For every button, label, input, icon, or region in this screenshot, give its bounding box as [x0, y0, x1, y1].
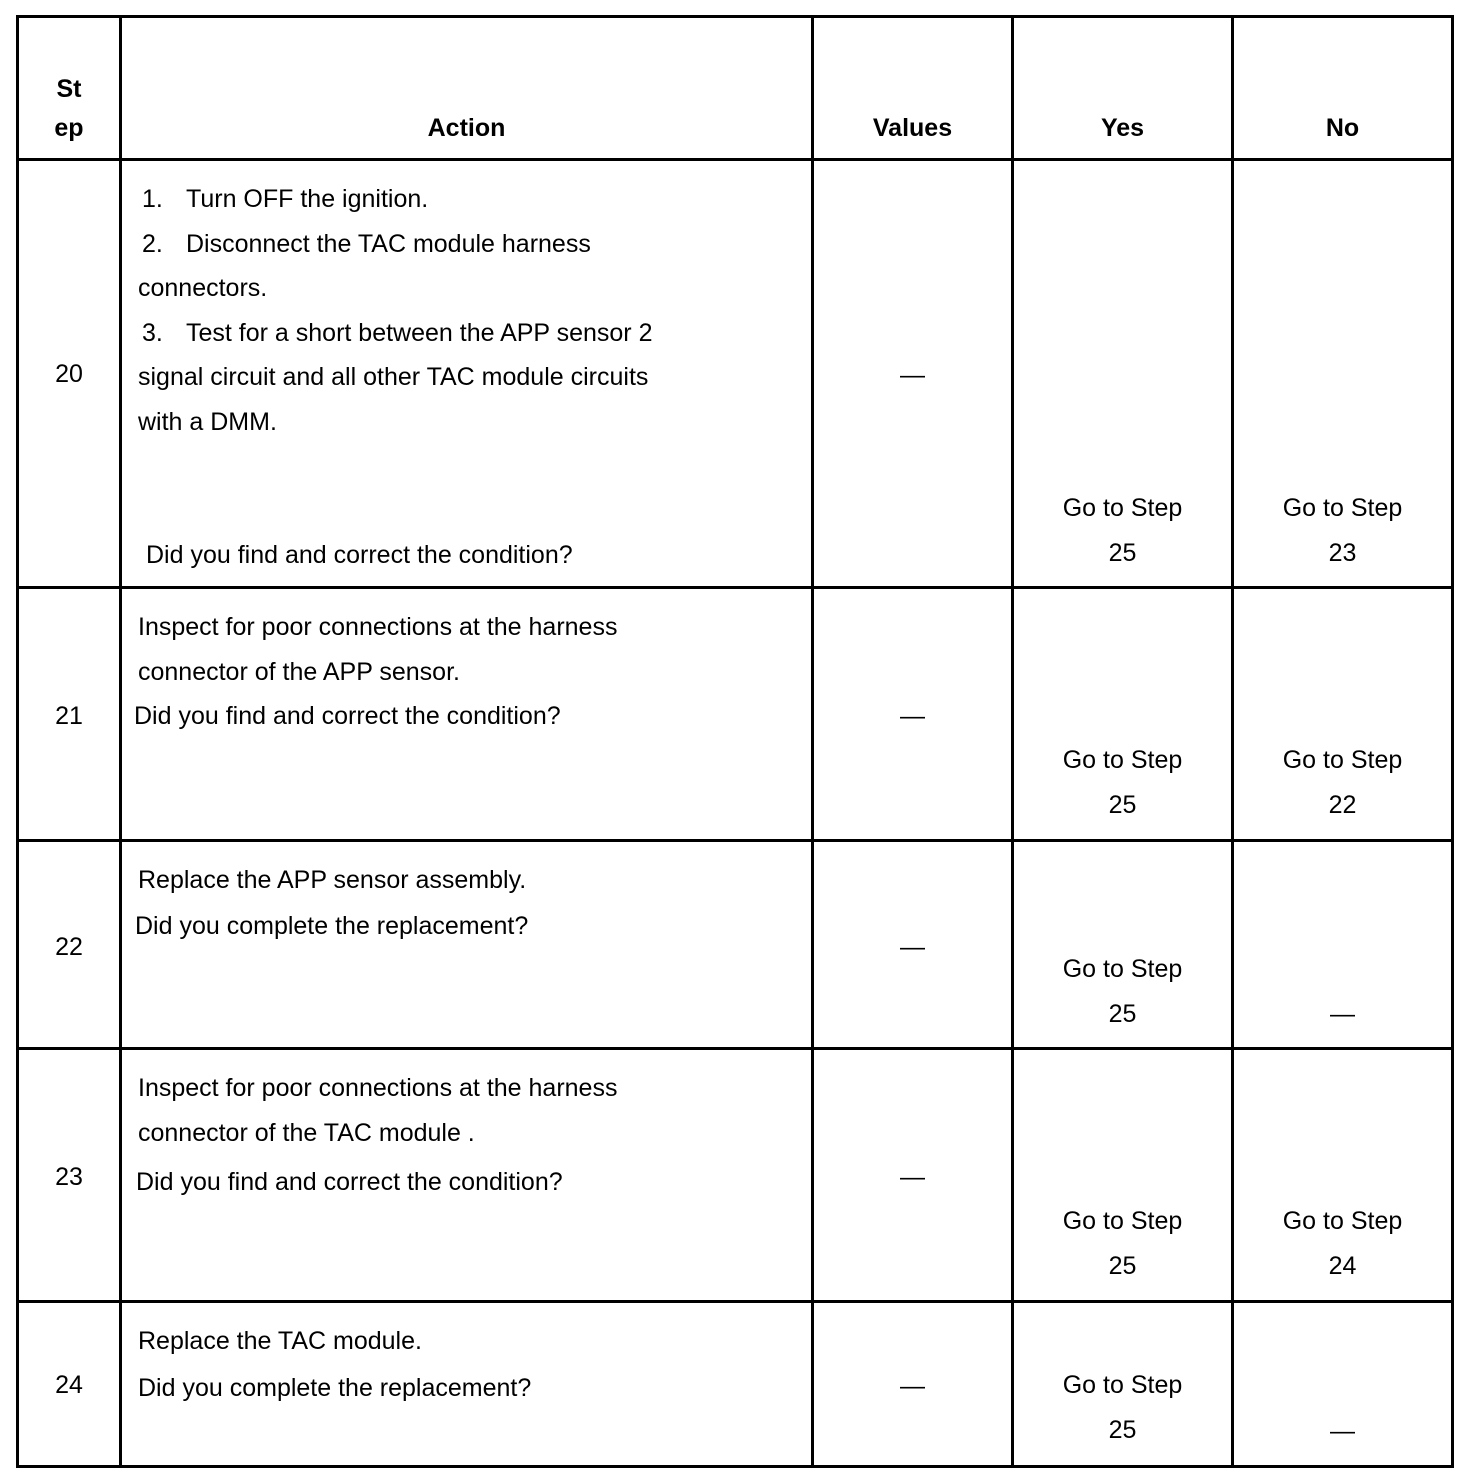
header-no: No: [1233, 17, 1453, 160]
no-cell: [1233, 1302, 1453, 1467]
values-dash: —: [900, 702, 925, 730]
action-cell: [121, 841, 813, 1049]
action-cell: [121, 588, 813, 841]
yes-goto: Go to Step 25: [1062, 955, 1183, 1028]
yes-cell: [1013, 841, 1233, 1049]
table-row: [18, 160, 1453, 588]
values-dash: —: [900, 361, 925, 389]
yes-goto: Go to Step 25: [1062, 746, 1183, 819]
action-line: Inspect for poor connections at the harness: [138, 613, 618, 641]
values-cell: [813, 1049, 1013, 1302]
step-cell: [18, 1049, 121, 1302]
action-question: Did you find and correct the condition?: [134, 702, 561, 730]
header-step: St ep: [18, 17, 121, 160]
step-cell: [18, 160, 121, 588]
values-cell: [813, 1302, 1013, 1467]
no-cell: [1233, 160, 1453, 588]
no-cell: [1233, 588, 1453, 841]
action-line: connectors.: [138, 274, 268, 302]
no-dash: —: [1330, 1417, 1355, 1445]
action-line: 1. Turn OFF the ignition.: [142, 185, 429, 213]
step-number: 22: [55, 933, 83, 961]
action-cell: [121, 160, 813, 588]
step-number: 24: [55, 1371, 83, 1399]
header-values: Values: [813, 17, 1013, 160]
action-line: Replace the APP sensor assembly.: [138, 866, 527, 894]
header-row: [18, 17, 1453, 160]
yes-goto: Go to Step 25: [1062, 1207, 1183, 1280]
yes-goto: Go to Step 25: [1062, 494, 1183, 567]
table-row: [18, 1049, 1453, 1302]
diagnostic-table: [16, 15, 1454, 1468]
header-action: Action: [121, 17, 813, 160]
action-line: Replace the TAC module.: [138, 1327, 422, 1355]
no-cell: [1233, 1049, 1453, 1302]
yes-cell: [1013, 1049, 1233, 1302]
yes-cell: [1013, 588, 1233, 841]
action-line: signal circuit and all other TAC module circuits: [138, 363, 649, 391]
action-line: connector of the APP sensor.: [138, 657, 460, 686]
action-question: Did you find and correct the condition?: [146, 541, 573, 569]
action-line: connector of the TAC module .: [138, 1118, 475, 1147]
values-cell: [813, 841, 1013, 1049]
action-question: Did you complete the replacement?: [138, 1374, 532, 1402]
action-question: Did you find and correct the condition?: [136, 1168, 563, 1196]
action-line: with a DMM.: [138, 407, 277, 436]
action-cell: [121, 1302, 813, 1467]
no-cell: [1233, 841, 1453, 1049]
step-cell: [18, 1302, 121, 1467]
values-dash: —: [900, 1372, 925, 1400]
action-cell: [121, 1049, 813, 1302]
yes-cell: [1013, 160, 1233, 588]
table-row: [18, 588, 1453, 841]
values-dash: —: [900, 1163, 925, 1191]
no-goto: Go to Step 24: [1282, 1207, 1403, 1280]
table-row: [18, 1302, 1453, 1467]
values-cell: [813, 160, 1013, 588]
action-line: 2. Disconnect the TAC module harness: [142, 229, 591, 258]
yes-goto: Go to Step 25: [1062, 1371, 1183, 1444]
no-goto: Go to Step 23: [1282, 494, 1403, 567]
step-number: 20: [55, 360, 83, 388]
action-line: 3. Test for a short between the APP sensor 2: [142, 318, 653, 347]
step-number: 23: [55, 1163, 83, 1191]
table-row: [18, 841, 1453, 1049]
values-dash: —: [900, 933, 925, 961]
yes-cell: [1013, 1302, 1233, 1467]
header-yes: Yes: [1013, 17, 1233, 160]
step-number: 21: [55, 702, 83, 730]
step-cell: [18, 841, 121, 1049]
no-goto: Go to Step 22: [1282, 746, 1403, 819]
step-cell: [18, 588, 121, 841]
action-line: Inspect for poor connections at the harness: [138, 1074, 618, 1102]
values-cell: [813, 588, 1013, 841]
no-dash: —: [1330, 1000, 1355, 1028]
action-question: Did you complete the replacement?: [135, 912, 529, 940]
